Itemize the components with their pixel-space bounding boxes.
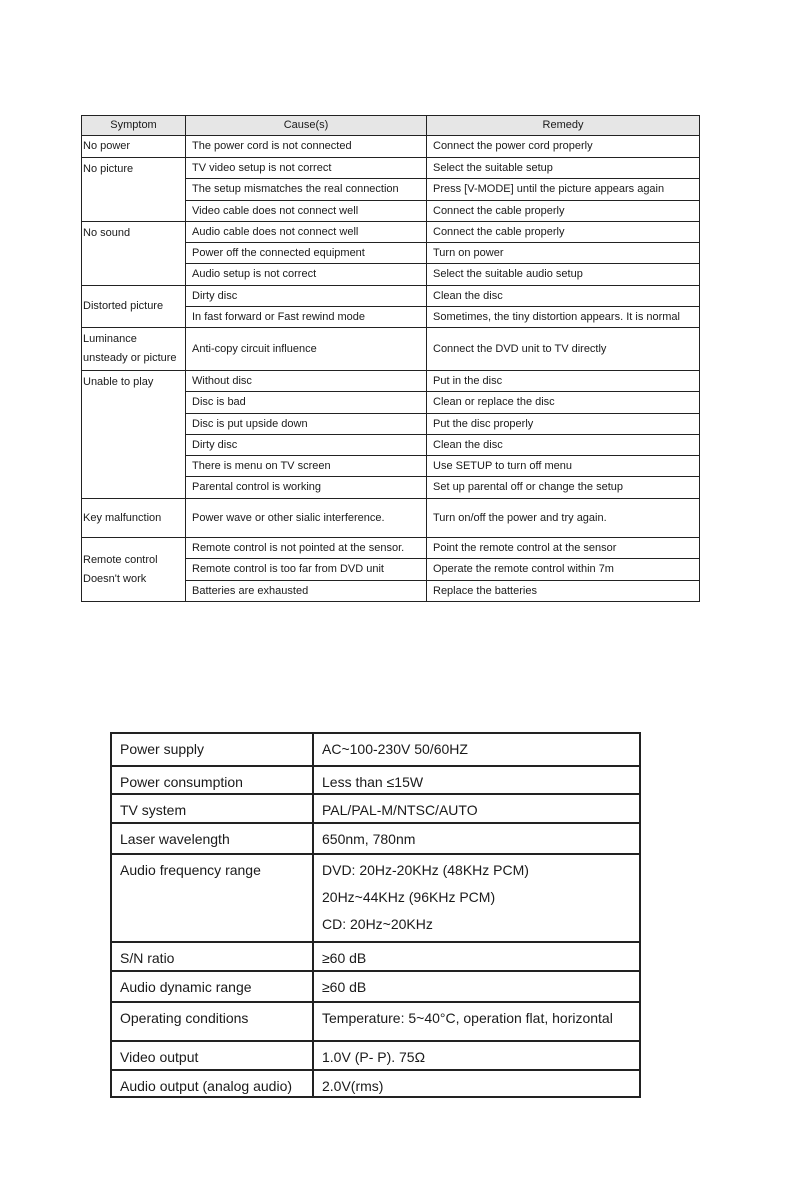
spec-row — [111, 1070, 640, 1097]
cause-cell: Batteries are exhausted — [186, 581, 427, 602]
spec-row — [111, 1041, 640, 1070]
symptom-cell — [82, 286, 186, 328]
cause-cell: The setup mismatches the real connection — [186, 179, 427, 201]
symptom-text: Luminance — [83, 333, 137, 345]
symptom-cell — [82, 222, 186, 286]
table-row — [82, 499, 700, 538]
cause-cell: Remote control is not pointed at the sensor. — [186, 538, 427, 559]
symptom-cell — [82, 328, 186, 371]
symptom-text: Unable to play — [83, 376, 154, 388]
symptom-cell — [82, 158, 186, 222]
remedy-cell: Connect the cable properly — [427, 222, 700, 243]
spec-value-line: CD: 20Hz~20KHz — [322, 916, 433, 932]
cause-cell: TV video setup is not correct — [186, 158, 427, 179]
spec-label: Audio output (analog audio) — [111, 1070, 313, 1097]
remedy-cell: Sometimes, the tiny distortion appears. It is normal — [427, 307, 700, 328]
symptom-cell — [82, 499, 186, 538]
spec-value-line: AC~100-230V 50/60HZ — [322, 741, 468, 757]
cause-cell: Dirty disc — [186, 286, 427, 307]
spec-label: Laser wavelength — [111, 823, 313, 854]
spec-value-line: Temperature: 5~40°C, operation flat, horizontal — [322, 1010, 613, 1026]
table-row — [82, 286, 700, 307]
remedy-cell: Clean the disc — [427, 286, 700, 307]
remedy-cell: Put the disc properly — [427, 414, 700, 435]
spec-row — [111, 794, 640, 823]
remedy-cell: Clean or replace the disc — [427, 392, 700, 414]
remedy-cell: Put in the disc — [427, 371, 700, 392]
spec-value-line: DVD: 20Hz-20KHz (48KHz PCM) — [322, 862, 529, 878]
header-remedy: Remedy — [427, 116, 700, 136]
table-row — [82, 328, 700, 371]
remedy-cell: Turn on/off the power and try again. — [427, 499, 700, 538]
spec-row — [111, 1002, 640, 1041]
remedy-cell: Connect the cable properly — [427, 201, 700, 222]
cause-cell: The power cord is not connected — [186, 136, 427, 158]
symptom-cell — [82, 136, 186, 158]
cause-cell: Audio cable does not connect well — [186, 222, 427, 243]
remedy-cell: Connect the DVD unit to TV directly — [427, 328, 700, 371]
table-row — [82, 371, 700, 392]
spec-label: Power supply — [111, 733, 313, 766]
spec-row — [111, 854, 640, 942]
remedy-cell: Select the suitable audio setup — [427, 264, 700, 286]
symptom-text: Distorted picture — [83, 300, 164, 312]
remedy-cell: Use SETUP to turn off menu — [427, 456, 700, 477]
troubleshooting-table — [81, 115, 700, 602]
symptom-cell — [82, 538, 186, 602]
spec-row — [111, 942, 640, 971]
spec-label: TV system — [111, 794, 313, 823]
header-symptom: Symptom — [82, 116, 186, 136]
remedy-cell: Operate the remote control within 7m — [427, 559, 700, 581]
table-row — [82, 136, 700, 158]
table-row — [82, 538, 700, 559]
cause-cell: Without disc — [186, 371, 427, 392]
spec-value-line: ≥60 dB — [322, 979, 367, 995]
cause-cell: Audio setup is not correct — [186, 264, 427, 286]
spec-value-line: 2.0V(rms) — [322, 1078, 384, 1094]
symptom-text: Doesn't work — [83, 572, 147, 585]
header-cause: Cause(s) — [186, 116, 427, 136]
symptom-cell — [82, 371, 186, 499]
cause-cell: Anti-copy circuit influence — [186, 328, 427, 371]
cause-cell: Power wave or other sialic interference. — [186, 499, 427, 538]
spec-value — [313, 1041, 640, 1070]
cause-cell: Power off the connected equipment — [186, 243, 427, 264]
spec-value-line: PAL/PAL-M/NTSC/AUTO — [322, 802, 478, 818]
remedy-cell: Press [V-MODE] until the picture appears again — [427, 179, 700, 201]
cause-cell: Remote control is too far from DVD unit — [186, 559, 427, 581]
remedy-cell: Replace the batteries — [427, 581, 700, 602]
cause-cell: Video cable does not connect well — [186, 201, 427, 222]
spec-value — [313, 794, 640, 823]
spec-value-line: ≥60 dB — [322, 950, 367, 966]
spec-label: Audio frequency range — [111, 854, 313, 942]
table-row — [82, 158, 700, 179]
cause-cell: In fast forward or Fast rewind mode — [186, 307, 427, 328]
spec-row — [111, 823, 640, 854]
spec-value — [313, 942, 640, 971]
symptom-text: No picture — [83, 163, 134, 175]
spec-value-line: Less than ≤15W — [322, 774, 424, 790]
cause-cell: Dirty disc — [186, 435, 427, 456]
symptom-text: Remote control — [83, 553, 158, 566]
cause-cell: Disc is bad — [186, 392, 427, 414]
spec-label: Video output — [111, 1041, 313, 1070]
spec-value — [313, 1070, 640, 1097]
spec-value — [313, 766, 640, 794]
symptom-text: unsteady or picture — [83, 352, 177, 364]
specifications-table — [110, 732, 641, 1098]
remedy-cell: Select the suitable setup — [427, 158, 700, 179]
spec-label: Power consumption — [111, 766, 313, 794]
spec-value — [313, 971, 640, 1002]
spec-label: Audio dynamic range — [111, 971, 313, 1002]
symptom-text: No power — [83, 140, 131, 152]
spec-value-line: 650nm, 780nm — [322, 831, 416, 847]
spec-value — [313, 854, 640, 942]
spec-value-line: 20Hz~44KHz (96KHz PCM) — [322, 889, 496, 905]
remedy-cell: Turn on power — [427, 243, 700, 264]
table-row — [82, 222, 700, 243]
cause-cell: Parental control is working — [186, 477, 427, 499]
symptom-text: Key malfunction — [83, 511, 162, 524]
spec-row — [111, 766, 640, 794]
spec-value — [313, 823, 640, 854]
spec-value-line: 1.0V (P- P). 75Ω — [322, 1049, 426, 1065]
spec-label: Operating conditions — [111, 1002, 313, 1041]
spec-value — [313, 733, 640, 766]
table-header-row — [82, 116, 700, 136]
spec-label: S/N ratio — [111, 942, 313, 971]
remedy-cell: Connect the power cord properly — [427, 136, 700, 158]
spec-value — [313, 1002, 640, 1041]
spec-row — [111, 733, 640, 766]
remedy-cell: Set up parental off or change the setup — [427, 477, 700, 499]
remedy-cell: Point the remote control at the sensor — [427, 538, 700, 559]
cause-cell: There is menu on TV screen — [186, 456, 427, 477]
spec-row — [111, 971, 640, 1002]
remedy-cell: Clean the disc — [427, 435, 700, 456]
cause-cell: Disc is put upside down — [186, 414, 427, 435]
symptom-text: No sound — [83, 227, 131, 239]
